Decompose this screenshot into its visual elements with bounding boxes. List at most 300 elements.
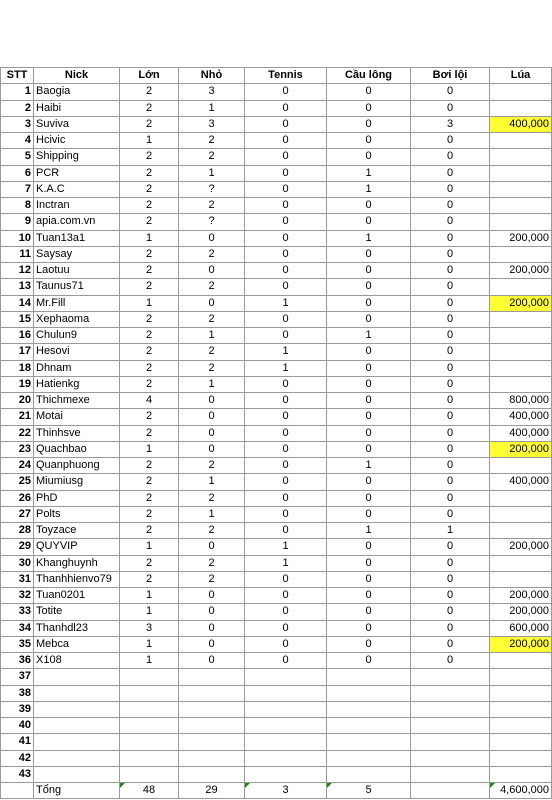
row-nho-cell[interactable]: 1 (179, 376, 245, 392)
row-stt-cell[interactable]: 35 (1, 636, 34, 652)
row-tennis-cell[interactable]: 0 (245, 425, 327, 441)
row-nick-cell[interactable]: PCR (34, 165, 120, 181)
row-lon-cell[interactable]: 1 (120, 636, 179, 652)
row-lua-cell[interactable] (490, 149, 552, 165)
row-nick-cell[interactable]: Khanghuynh (34, 555, 120, 571)
row-cau-long-cell[interactable]: 0 (327, 474, 411, 490)
row-tennis-cell[interactable]: 0 (245, 181, 327, 197)
row-lua-cell[interactable] (490, 133, 552, 149)
row-stt-cell[interactable]: 20 (1, 393, 34, 409)
row-nho-cell[interactable] (179, 734, 245, 750)
row-stt-cell[interactable]: 3 (1, 116, 34, 132)
row-boi-loi-cell[interactable]: 0 (411, 620, 490, 636)
row-lua-cell[interactable] (490, 214, 552, 230)
row-stt-cell[interactable]: 33 (1, 604, 34, 620)
row-boi-loi-cell[interactable]: 0 (411, 360, 490, 376)
row-lua-cell[interactable]: 600,000 (490, 620, 552, 636)
row-stt-cell[interactable]: 5 (1, 149, 34, 165)
row-boi-loi-cell[interactable]: 0 (411, 246, 490, 262)
row-stt-cell[interactable]: 40 (1, 718, 34, 734)
row-stt-cell[interactable]: 1 (1, 84, 34, 100)
row-cau-long-cell[interactable]: 0 (327, 393, 411, 409)
row-nho-cell[interactable]: 0 (179, 653, 245, 669)
row-nick-cell[interactable]: Quanphuong (34, 458, 120, 474)
row-tennis-cell[interactable]: 0 (245, 441, 327, 457)
row-nho-cell[interactable]: 2 (179, 279, 245, 295)
total-nho[interactable]: 29 (179, 783, 245, 799)
row-nho-cell[interactable]: 2 (179, 571, 245, 587)
row-cau-long-cell[interactable]: 0 (327, 149, 411, 165)
row-nho-cell[interactable]: 0 (179, 230, 245, 246)
row-lon-cell[interactable]: 1 (120, 588, 179, 604)
row-tennis-cell[interactable]: 0 (245, 100, 327, 116)
row-lua-cell[interactable]: 200,000 (490, 604, 552, 620)
row-stt-cell[interactable]: 36 (1, 653, 34, 669)
row-nho-cell[interactable]: 1 (179, 100, 245, 116)
row-nho-cell[interactable]: 2 (179, 311, 245, 327)
row-cau-long-cell[interactable]: 0 (327, 490, 411, 506)
row-boi-loi-cell[interactable]: 0 (411, 263, 490, 279)
row-stt-cell[interactable]: 37 (1, 669, 34, 685)
row-cau-long-cell[interactable]: 0 (327, 214, 411, 230)
row-lon-cell[interactable] (120, 734, 179, 750)
row-lon-cell[interactable]: 3 (120, 620, 179, 636)
row-boi-loi-cell[interactable]: 0 (411, 181, 490, 197)
row-nick-cell[interactable]: K.A.C (34, 181, 120, 197)
row-nick-cell[interactable]: X108 (34, 653, 120, 669)
row-stt-cell[interactable]: 12 (1, 263, 34, 279)
row-lon-cell[interactable]: 1 (120, 230, 179, 246)
row-nho-cell[interactable]: 0 (179, 588, 245, 604)
header-stt[interactable]: STT (1, 68, 34, 84)
row-lon-cell[interactable]: 2 (120, 100, 179, 116)
row-nick-cell[interactable]: Miumiusg (34, 474, 120, 490)
row-tennis-cell[interactable]: 0 (245, 506, 327, 522)
row-lon-cell[interactable]: 2 (120, 490, 179, 506)
row-lon-cell[interactable]: 2 (120, 214, 179, 230)
row-nho-cell[interactable]: 0 (179, 441, 245, 457)
row-lon-cell[interactable]: 2 (120, 474, 179, 490)
row-nho-cell[interactable]: 0 (179, 295, 245, 311)
row-boi-loi-cell[interactable]: 0 (411, 84, 490, 100)
row-stt-cell[interactable]: 16 (1, 328, 34, 344)
row-lua-cell[interactable] (490, 328, 552, 344)
row-lon-cell[interactable]: 1 (120, 653, 179, 669)
row-lon-cell[interactable]: 2 (120, 84, 179, 100)
row-tennis-cell[interactable]: 0 (245, 604, 327, 620)
row-tennis-cell[interactable] (245, 734, 327, 750)
row-lua-cell[interactable] (490, 523, 552, 539)
row-boi-loi-cell[interactable]: 3 (411, 116, 490, 132)
row-lua-cell[interactable]: 200,000 (490, 539, 552, 555)
row-cau-long-cell[interactable]: 0 (327, 409, 411, 425)
row-lua-cell[interactable] (490, 198, 552, 214)
row-lua-cell[interactable]: 400,000 (490, 425, 552, 441)
header-boi-loi[interactable]: Bơi lội (411, 68, 490, 84)
row-cau-long-cell[interactable]: 0 (327, 344, 411, 360)
row-stt-cell[interactable]: 22 (1, 425, 34, 441)
row-cau-long-cell[interactable]: 0 (327, 279, 411, 295)
row-tennis-cell[interactable]: 0 (245, 279, 327, 295)
row-tennis-cell[interactable] (245, 766, 327, 782)
row-lua-cell[interactable] (490, 571, 552, 587)
row-lua-cell[interactable]: 200,000 (490, 263, 552, 279)
row-nick-cell[interactable]: Laotuu (34, 263, 120, 279)
total-stt-cell[interactable] (1, 783, 34, 799)
row-nick-cell[interactable]: Mr.Fill (34, 295, 120, 311)
row-nick-cell[interactable]: Thanhdl23 (34, 620, 120, 636)
row-nho-cell[interactable]: 1 (179, 328, 245, 344)
row-tennis-cell[interactable] (245, 750, 327, 766)
row-stt-cell[interactable]: 8 (1, 198, 34, 214)
row-lon-cell[interactable] (120, 685, 179, 701)
row-tennis-cell[interactable]: 0 (245, 393, 327, 409)
row-nick-cell[interactable]: Hcivic (34, 133, 120, 149)
row-nho-cell[interactable]: 0 (179, 604, 245, 620)
row-lua-cell[interactable] (490, 750, 552, 766)
header-lon[interactable]: Lớn (120, 68, 179, 84)
row-lon-cell[interactable]: 2 (120, 571, 179, 587)
row-lon-cell[interactable]: 2 (120, 409, 179, 425)
row-cau-long-cell[interactable]: 0 (327, 295, 411, 311)
row-nick-cell[interactable]: Polts (34, 506, 120, 522)
row-stt-cell[interactable]: 17 (1, 344, 34, 360)
row-stt-cell[interactable]: 34 (1, 620, 34, 636)
row-boi-loi-cell[interactable]: 0 (411, 539, 490, 555)
row-boi-loi-cell[interactable] (411, 750, 490, 766)
row-tennis-cell[interactable]: 0 (245, 246, 327, 262)
total-boi-loi[interactable] (411, 783, 490, 799)
row-stt-cell[interactable]: 23 (1, 441, 34, 457)
row-tennis-cell[interactable]: 0 (245, 328, 327, 344)
row-boi-loi-cell[interactable] (411, 718, 490, 734)
row-stt-cell[interactable]: 9 (1, 214, 34, 230)
row-cau-long-cell[interactable]: 0 (327, 539, 411, 555)
row-boi-loi-cell[interactable]: 0 (411, 149, 490, 165)
row-lon-cell[interactable]: 2 (120, 165, 179, 181)
row-stt-cell[interactable]: 32 (1, 588, 34, 604)
row-boi-loi-cell[interactable]: 0 (411, 490, 490, 506)
row-boi-loi-cell[interactable]: 0 (411, 555, 490, 571)
row-nho-cell[interactable]: ? (179, 214, 245, 230)
row-tennis-cell[interactable]: 1 (245, 555, 327, 571)
row-nho-cell[interactable] (179, 701, 245, 717)
row-tennis-cell[interactable] (245, 701, 327, 717)
total-tennis[interactable]: 3 (245, 783, 327, 799)
row-lua-cell[interactable] (490, 458, 552, 474)
row-lua-cell[interactable]: 800,000 (490, 393, 552, 409)
row-tennis-cell[interactable]: 0 (245, 620, 327, 636)
row-lua-cell[interactable]: 200,000 (490, 230, 552, 246)
row-stt-cell[interactable]: 31 (1, 571, 34, 587)
row-lon-cell[interactable]: 2 (120, 116, 179, 132)
row-lon-cell[interactable]: 1 (120, 539, 179, 555)
row-lua-cell[interactable] (490, 165, 552, 181)
row-cau-long-cell[interactable]: 0 (327, 588, 411, 604)
row-boi-loi-cell[interactable]: 0 (411, 588, 490, 604)
row-tennis-cell[interactable]: 0 (245, 263, 327, 279)
row-lua-cell[interactable] (490, 84, 552, 100)
row-lon-cell[interactable]: 2 (120, 360, 179, 376)
row-cau-long-cell[interactable]: 0 (327, 246, 411, 262)
row-tennis-cell[interactable] (245, 718, 327, 734)
row-lua-cell[interactable]: 200,000 (490, 636, 552, 652)
row-lua-cell[interactable] (490, 685, 552, 701)
row-lon-cell[interactable] (120, 766, 179, 782)
header-cau-long[interactable]: Cầu lông (327, 68, 411, 84)
row-tennis-cell[interactable]: 0 (245, 490, 327, 506)
row-stt-cell[interactable]: 25 (1, 474, 34, 490)
row-lon-cell[interactable]: 2 (120, 376, 179, 392)
row-lon-cell[interactable]: 2 (120, 181, 179, 197)
row-nho-cell[interactable]: ? (179, 181, 245, 197)
row-nick-cell[interactable]: Mebca (34, 636, 120, 652)
row-boi-loi-cell[interactable] (411, 766, 490, 782)
row-tennis-cell[interactable]: 0 (245, 636, 327, 652)
row-nick-cell[interactable]: Dhnam (34, 360, 120, 376)
row-nick-cell[interactable]: Xephaoma (34, 311, 120, 327)
row-nick-cell[interactable]: Suviva (34, 116, 120, 132)
row-tennis-cell[interactable]: 0 (245, 653, 327, 669)
row-lua-cell[interactable] (490, 669, 552, 685)
row-lua-cell[interactable] (490, 701, 552, 717)
row-boi-loi-cell[interactable]: 0 (411, 506, 490, 522)
row-nick-cell[interactable] (34, 766, 120, 782)
row-stt-cell[interactable]: 27 (1, 506, 34, 522)
row-boi-loi-cell[interactable]: 0 (411, 636, 490, 652)
row-nick-cell[interactable]: Quachbao (34, 441, 120, 457)
row-boi-loi-cell[interactable]: 0 (411, 279, 490, 295)
row-nick-cell[interactable] (34, 685, 120, 701)
row-cau-long-cell[interactable]: 0 (327, 263, 411, 279)
row-tennis-cell[interactable]: 0 (245, 409, 327, 425)
header-lua[interactable]: Lúa (490, 68, 552, 84)
header-tennis[interactable]: Tennis (245, 68, 327, 84)
row-cau-long-cell[interactable]: 1 (327, 523, 411, 539)
row-nick-cell[interactable]: Hatienkg (34, 376, 120, 392)
row-cau-long-cell[interactable]: 1 (327, 230, 411, 246)
total-lon[interactable]: 48 (120, 783, 179, 799)
row-cau-long-cell[interactable]: 0 (327, 116, 411, 132)
row-nho-cell[interactable]: 0 (179, 425, 245, 441)
row-boi-loi-cell[interactable] (411, 701, 490, 717)
row-tennis-cell[interactable]: 0 (245, 165, 327, 181)
row-nho-cell[interactable]: 0 (179, 263, 245, 279)
row-nho-cell[interactable]: 1 (179, 506, 245, 522)
row-cau-long-cell[interactable]: 0 (327, 653, 411, 669)
row-nick-cell[interactable]: Inctran (34, 198, 120, 214)
header-nho[interactable]: Nhỏ (179, 68, 245, 84)
row-tennis-cell[interactable]: 1 (245, 539, 327, 555)
row-stt-cell[interactable]: 24 (1, 458, 34, 474)
row-nick-cell[interactable]: Toyzace (34, 523, 120, 539)
row-tennis-cell[interactable]: 0 (245, 458, 327, 474)
row-boi-loi-cell[interactable]: 0 (411, 214, 490, 230)
row-boi-loi-cell[interactable]: 0 (411, 133, 490, 149)
row-boi-loi-cell[interactable]: 0 (411, 165, 490, 181)
row-cau-long-cell[interactable]: 1 (327, 328, 411, 344)
row-boi-loi-cell[interactable]: 0 (411, 376, 490, 392)
row-boi-loi-cell[interactable] (411, 734, 490, 750)
row-stt-cell[interactable]: 10 (1, 230, 34, 246)
row-lua-cell[interactable] (490, 734, 552, 750)
row-nho-cell[interactable]: 3 (179, 116, 245, 132)
row-stt-cell[interactable]: 42 (1, 750, 34, 766)
row-lon-cell[interactable]: 2 (120, 506, 179, 522)
row-lon-cell[interactable]: 2 (120, 328, 179, 344)
row-tennis-cell[interactable]: 0 (245, 474, 327, 490)
row-nho-cell[interactable] (179, 685, 245, 701)
row-nho-cell[interactable]: 0 (179, 393, 245, 409)
row-lon-cell[interactable]: 2 (120, 458, 179, 474)
row-stt-cell[interactable]: 21 (1, 409, 34, 425)
row-stt-cell[interactable]: 43 (1, 766, 34, 782)
row-lua-cell[interactable] (490, 311, 552, 327)
row-lon-cell[interactable] (120, 701, 179, 717)
row-nick-cell[interactable]: Thichmexe (34, 393, 120, 409)
row-stt-cell[interactable]: 39 (1, 701, 34, 717)
row-nho-cell[interactable]: 2 (179, 246, 245, 262)
row-cau-long-cell[interactable]: 0 (327, 555, 411, 571)
row-tennis-cell[interactable]: 0 (245, 523, 327, 539)
row-nick-cell[interactable]: Thanhhienvo79 (34, 571, 120, 587)
row-lon-cell[interactable]: 1 (120, 604, 179, 620)
row-nick-cell[interactable] (34, 701, 120, 717)
row-lua-cell[interactable] (490, 718, 552, 734)
row-cau-long-cell[interactable]: 0 (327, 376, 411, 392)
row-lon-cell[interactable]: 2 (120, 149, 179, 165)
row-lua-cell[interactable]: 200,000 (490, 588, 552, 604)
row-cau-long-cell[interactable]: 0 (327, 604, 411, 620)
row-lon-cell[interactable] (120, 750, 179, 766)
row-nick-cell[interactable]: Thinhsve (34, 425, 120, 441)
row-nho-cell[interactable]: 2 (179, 458, 245, 474)
row-lua-cell[interactable]: 400,000 (490, 116, 552, 132)
row-cau-long-cell[interactable]: 0 (327, 311, 411, 327)
row-cau-long-cell[interactable] (327, 750, 411, 766)
row-nick-cell[interactable]: Chulun9 (34, 328, 120, 344)
row-stt-cell[interactable]: 26 (1, 490, 34, 506)
row-nho-cell[interactable] (179, 669, 245, 685)
row-lon-cell[interactable]: 2 (120, 344, 179, 360)
row-nick-cell[interactable]: Totite (34, 604, 120, 620)
row-nho-cell[interactable]: 2 (179, 149, 245, 165)
row-lua-cell[interactable]: 200,000 (490, 295, 552, 311)
row-cau-long-cell[interactable]: 0 (327, 198, 411, 214)
row-cau-long-cell[interactable]: 0 (327, 636, 411, 652)
row-lua-cell[interactable] (490, 376, 552, 392)
row-cau-long-cell[interactable] (327, 685, 411, 701)
header-nick[interactable]: Nick (34, 68, 120, 84)
row-nick-cell[interactable]: apia.com.vn (34, 214, 120, 230)
row-tennis-cell[interactable]: 1 (245, 344, 327, 360)
row-cau-long-cell[interactable]: 0 (327, 506, 411, 522)
row-tennis-cell[interactable]: 0 (245, 588, 327, 604)
row-boi-loi-cell[interactable]: 0 (411, 295, 490, 311)
row-nick-cell[interactable]: Haibi (34, 100, 120, 116)
row-lon-cell[interactable]: 2 (120, 246, 179, 262)
row-boi-loi-cell[interactable]: 0 (411, 425, 490, 441)
row-boi-loi-cell[interactable]: 0 (411, 393, 490, 409)
row-lon-cell[interactable]: 1 (120, 295, 179, 311)
row-lua-cell[interactable] (490, 360, 552, 376)
row-lon-cell[interactable]: 2 (120, 523, 179, 539)
row-tennis-cell[interactable]: 0 (245, 311, 327, 327)
row-cau-long-cell[interactable]: 0 (327, 425, 411, 441)
row-boi-loi-cell[interactable]: 0 (411, 653, 490, 669)
row-lon-cell[interactable]: 2 (120, 279, 179, 295)
row-lon-cell[interactable]: 4 (120, 393, 179, 409)
row-stt-cell[interactable]: 6 (1, 165, 34, 181)
row-lon-cell[interactable]: 2 (120, 198, 179, 214)
row-tennis-cell[interactable]: 0 (245, 376, 327, 392)
row-nho-cell[interactable]: 3 (179, 84, 245, 100)
row-nick-cell[interactable]: Taunus71 (34, 279, 120, 295)
row-nick-cell[interactable]: PhD (34, 490, 120, 506)
row-stt-cell[interactable]: 29 (1, 539, 34, 555)
row-lua-cell[interactable]: 200,000 (490, 441, 552, 457)
row-tennis-cell[interactable] (245, 669, 327, 685)
row-nho-cell[interactable]: 0 (179, 636, 245, 652)
row-lua-cell[interactable] (490, 555, 552, 571)
row-cau-long-cell[interactable] (327, 701, 411, 717)
row-nick-cell[interactable]: Motai (34, 409, 120, 425)
row-lon-cell[interactable]: 1 (120, 441, 179, 457)
row-stt-cell[interactable]: 19 (1, 376, 34, 392)
row-nho-cell[interactable]: 0 (179, 409, 245, 425)
row-tennis-cell[interactable] (245, 685, 327, 701)
row-lua-cell[interactable]: 400,000 (490, 409, 552, 425)
row-boi-loi-cell[interactable]: 1 (411, 523, 490, 539)
row-nho-cell[interactable]: 2 (179, 360, 245, 376)
row-tennis-cell[interactable]: 1 (245, 295, 327, 311)
row-nho-cell[interactable]: 0 (179, 539, 245, 555)
row-stt-cell[interactable]: 14 (1, 295, 34, 311)
row-tennis-cell[interactable]: 1 (245, 360, 327, 376)
row-lua-cell[interactable] (490, 246, 552, 262)
row-stt-cell[interactable]: 4 (1, 133, 34, 149)
row-stt-cell[interactable]: 41 (1, 734, 34, 750)
row-cau-long-cell[interactable] (327, 669, 411, 685)
row-lua-cell[interactable]: 400,000 (490, 474, 552, 490)
row-lon-cell[interactable]: 2 (120, 555, 179, 571)
row-nick-cell[interactable]: Baogia (34, 84, 120, 100)
row-nho-cell[interactable]: 2 (179, 555, 245, 571)
row-boi-loi-cell[interactable]: 0 (411, 474, 490, 490)
row-lua-cell[interactable] (490, 490, 552, 506)
row-boi-loi-cell[interactable]: 0 (411, 198, 490, 214)
row-boi-loi-cell[interactable] (411, 685, 490, 701)
row-lua-cell[interactable] (490, 100, 552, 116)
row-nho-cell[interactable]: 0 (179, 620, 245, 636)
row-nho-cell[interactable] (179, 750, 245, 766)
row-stt-cell[interactable]: 38 (1, 685, 34, 701)
row-stt-cell[interactable]: 2 (1, 100, 34, 116)
row-cau-long-cell[interactable]: 0 (327, 100, 411, 116)
row-tennis-cell[interactable]: 0 (245, 84, 327, 100)
row-stt-cell[interactable]: 15 (1, 311, 34, 327)
row-nho-cell[interactable]: 2 (179, 198, 245, 214)
row-cau-long-cell[interactable]: 1 (327, 458, 411, 474)
row-cau-long-cell[interactable]: 0 (327, 571, 411, 587)
row-boi-loi-cell[interactable] (411, 669, 490, 685)
row-nick-cell[interactable]: Tuan13a1 (34, 230, 120, 246)
row-nick-cell[interactable] (34, 750, 120, 766)
row-nick-cell[interactable]: QUYVIP (34, 539, 120, 555)
row-lon-cell[interactable]: 2 (120, 311, 179, 327)
row-lua-cell[interactable] (490, 181, 552, 197)
row-stt-cell[interactable]: 28 (1, 523, 34, 539)
